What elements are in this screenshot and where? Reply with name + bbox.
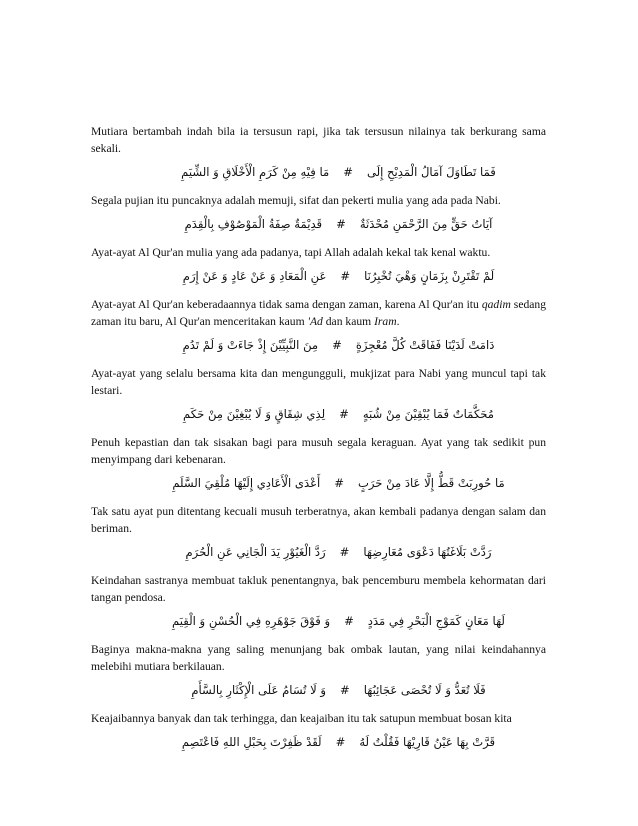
stanza xyxy=(91,434,546,492)
stanza xyxy=(91,244,546,285)
stanza xyxy=(91,710,546,751)
translation-text: Penuh kepastian dan tak sisakan bagi para musuh segala keraguan. Ayat yang tak sedikit pun menyimpang dari kebenaran. xyxy=(91,436,546,466)
arabic-verse xyxy=(91,474,546,492)
arabic-verse xyxy=(91,215,546,233)
stanza xyxy=(91,192,546,233)
arabic-verse xyxy=(91,733,546,751)
arabic-verse xyxy=(91,543,546,561)
translation-text: Ayat-ayat yang selalu bersama kita dan mengungguli, mukjizat para Nabi yang muncul tapi tak lestari. xyxy=(91,367,546,397)
verse-separator: # xyxy=(335,735,346,749)
arabic-verse xyxy=(91,336,546,354)
verse-separator: # xyxy=(334,476,344,490)
verse-separator: # xyxy=(336,217,346,231)
arabic-hemistich-first: مَا حُورِبَتْ قَطُّ إِلَّا عَادَ مِنْ حَرَبٍ xyxy=(357,476,505,490)
translation-segment: sedang zaman itu baru, Al Qur'an menceritakan kaum xyxy=(91,298,546,328)
stanza xyxy=(91,503,546,561)
translation-segment: Ayat-ayat Al Qur'an keberadaannya tidak sama dengan zaman, karena Al Qur'an itu xyxy=(91,298,482,311)
arabic-hemistich-first: فَلَا تُعَدُّ وَ لَا تُحْصَى عَجَائِبُهَا xyxy=(363,683,486,697)
verse-separator: # xyxy=(339,545,350,559)
verse-separator: # xyxy=(340,269,351,283)
arabic-hemistich-first: فَمَا تَطَاوَلَ آمَالُ الْمَدِيْحِ إِلَى xyxy=(366,165,496,179)
translation-text: Tak satu ayat pun ditentang kecuali musuh terberatnya, akan kembali padanya dengan salam dan beriman. xyxy=(91,505,546,535)
arabic-hemistich-second: مِنَ النَّبِيِّيْنَ إِذْ جَاءَتْ وَ لَمْ تَدُمِ xyxy=(182,338,319,352)
arabic-hemistich-first: لَمْ تَقْتَرِنْ بِزَمَانٍ وَهْيَ تُخْبِرُنَا xyxy=(364,269,495,283)
arabic-hemistich-second: لَقَدْ ظَفِرْتَ بِحَبْلِ اللهِ فَاعْتَصِمِ xyxy=(181,735,322,749)
arabic-hemistich-second: رَدَّ الْغَيُوْرِ يَدَ الْجَانِي عَنِ الْحُرَمِ xyxy=(185,545,326,559)
verse-separator: # xyxy=(343,165,353,179)
arabic-hemistich-second: لِذِي شِقَاقٍ وَ لَا يُبْغِيْنَ مِنْ حَكَمِ xyxy=(183,407,326,421)
translation-text xyxy=(91,296,546,330)
arabic-hemistich-first: آيَاتُ حَقٍّ مِنَ الرَّحْمَنِ مُحْدَثَةٌ xyxy=(359,217,493,231)
italic-term: Iram xyxy=(374,315,397,328)
arabic-hemistich-first: دَامَتْ لَدَيْنَا فَفَاقَتْ كُلَّ مُعْجِزَةٍ xyxy=(355,338,495,352)
arabic-verse xyxy=(91,405,546,423)
arabic-verse xyxy=(91,163,546,181)
stanza xyxy=(91,296,546,354)
verse-separator: # xyxy=(344,614,354,628)
translation-text: Baginya makna-makna yang saling menunjang bak ombak lautan, yang nilai keindahannya melebihi mutiara berkilauan. xyxy=(91,643,546,673)
italic-term: 'Ad xyxy=(307,315,323,328)
stanza xyxy=(91,572,546,630)
arabic-hemistich-first: مُحَكَّمَاتٌ فَمَا يُبْقِيْنَ مِنْ شُبَهٍ xyxy=(362,407,494,421)
stanza xyxy=(91,123,546,181)
stanza xyxy=(91,641,546,699)
verse-separator: # xyxy=(339,407,349,421)
italic-term: qadim xyxy=(481,298,511,311)
translation-text: Mutiara bertambah indah bila ia tersusun rapi, jika tak tersusun nilainya tak berkurang sama sekali. xyxy=(91,125,546,155)
translation-text: Ayat-ayat Al Qur'an mulia yang ada padanya, tapi Allah adalah kekal tak kenal waktu. xyxy=(91,246,491,259)
verse-separator: # xyxy=(339,683,350,697)
arabic-hemistich-second: مَا فِيْهِ مِنْ كَرَمِ الْأَخْلَاقِ وَ الشِّيَمِ xyxy=(181,165,330,179)
arabic-hemistich-second: وَ فَوْقَ جَوْهَرِهِ فِي الْحُسْنِ وَ الْقِيَمِ xyxy=(172,614,331,628)
arabic-hemistich-first: لَهَا مَعَانٍ كَمَوْجِ الْبَحْرِ فِي مَدَدٍ xyxy=(367,614,505,628)
translation-text: Segala pujian itu puncaknya adalah memuji, sifat dan pekerti mulia yang ada pada Nabi. xyxy=(91,194,501,207)
arabic-verse xyxy=(91,267,546,285)
arabic-hemistich-first: قَرَّتْ بِهَا عَيْنُ قَارِيْهَا فَقُلْتُ لَهُ xyxy=(359,735,496,749)
arabic-verse xyxy=(91,612,546,630)
translation-segment: dan kaum xyxy=(322,315,375,328)
translation-text: Keajaibannya banyak dan tak terhingga, dan keajaiban itu tak satupun membuat bosan kita xyxy=(91,712,512,725)
arabic-hemistich-second: وَ لَا تُسَامُ عَلَى الْإِكْثَارِ بِالسَّأَمِ xyxy=(191,683,326,697)
translation-segment: . xyxy=(396,315,400,328)
arabic-hemistich-second: قَدِيْمَةٌ صِفَةُ الْمَوْصُوْفِ بِالْقِدَمِ xyxy=(184,217,323,231)
arabic-hemistich-second: عَنِ الْمَعَادِ وَ عَنْ عَادٍ وَ عَنْ إِرَمِ xyxy=(182,269,327,283)
arabic-hemistich-first: رَدَّتْ بَلَاغَتُهَا دَعْوَى مُعَارِضِهَا xyxy=(363,545,492,559)
verse-separator: # xyxy=(332,338,342,352)
poem-content xyxy=(91,123,546,762)
translation-text: Keindahan sastranya membuat takluk penentangnya, bak pencemburu membela kehormatan dari tangan pendosa. xyxy=(91,574,546,604)
arabic-verse xyxy=(91,681,546,699)
arabic-hemistich-second: أَعْدَى الْأَعَادِي إِلَيْهَا مُلْقِيَ السَّلَمِ xyxy=(172,476,321,490)
stanza xyxy=(91,365,546,423)
